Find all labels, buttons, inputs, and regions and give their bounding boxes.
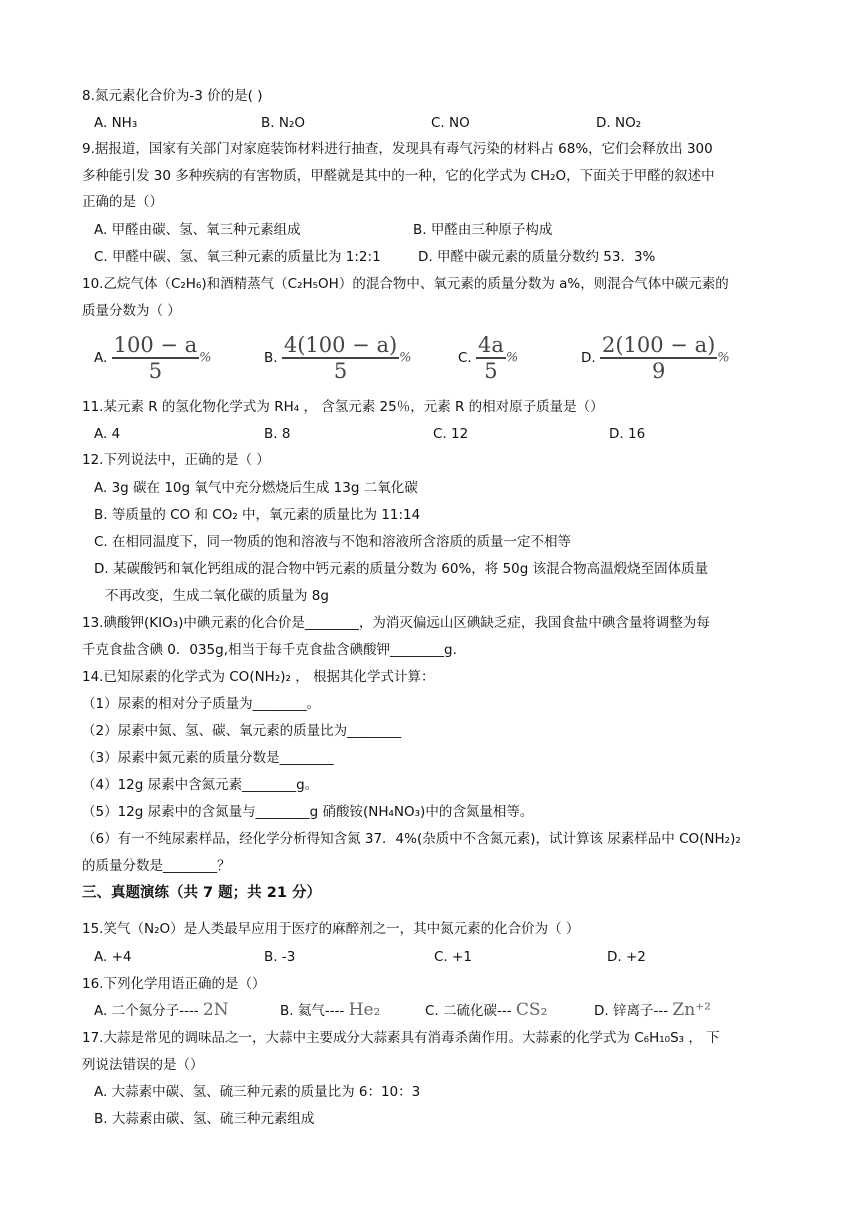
question-15-stem: 15.笑气（N₂O）是人类最早应用于医疗的麻醉剂之一，其中氮元素的化合价为（ ） xyxy=(82,921,580,937)
question-15-option-d: D. +2 xyxy=(607,949,646,965)
question-9-option-a: A. 甲醛由碳、氢、氧三种元素组成 xyxy=(94,222,301,238)
fraction-denominator: 9 xyxy=(651,359,666,383)
question-8-option-b: B. N₂O xyxy=(261,115,305,131)
fraction xyxy=(476,333,506,383)
question-10-stem-line1: 10.乙烷气体（C₂H₆)和酒精蒸气（C₂H₅OH）的混合物中、氧元素的质量分数为 a%，则混合气体中碳元素的 xyxy=(82,276,729,292)
question-11-option-a: A. 4 xyxy=(94,426,121,442)
question-14-part-6-line2: 的质量分数是________？ xyxy=(82,858,231,874)
option-text: B. 氦气---- xyxy=(280,1003,345,1019)
formula-image: Zn⁺² xyxy=(672,1000,711,1020)
question-14-part-6-line1: （6）有一不纯尿素样品，经化学分析得知含氮 37．4%(杂质中不含氮元素)，试计算该 尿素样品中 CO(NH₂)₂ xyxy=(82,831,741,847)
formula-image: 2N xyxy=(202,1000,229,1020)
question-10-option-a xyxy=(94,333,212,383)
option-label: D. xyxy=(581,350,596,366)
question-17-line1: 17.大蒜是常见的调味品之一，大蒜中主要成分大蒜素具有消毒杀菌作用。大蒜素的化学式为 C₆H₁₀S₃ ， 下 xyxy=(82,1030,720,1046)
formula-image: He₂ xyxy=(348,1000,381,1020)
question-9-option-c: C. 甲醛中碳、氢、氧三种元素的质量比为 1:2:1 xyxy=(94,249,381,265)
question-9-option-b: B. 甲醛由三种原子构成 xyxy=(413,222,553,238)
option-label: C. xyxy=(458,350,472,366)
question-14-part-4: （4）12g 尿素中含氮元素________g。 xyxy=(82,777,319,793)
option-text: C. 二硫化碳--- xyxy=(425,1003,512,1019)
question-12-option-b: B. 等质量的 CO 和 CO₂ 中，氧元素的质量比为 11:14 xyxy=(94,507,421,523)
question-13-line2: 千克食盐含碘 0．035g,相当于每千克食盐含碘酸钾________g. xyxy=(82,642,457,658)
question-16-option-c xyxy=(425,1001,547,1020)
question-8-option-c: C. NO xyxy=(431,115,470,131)
question-12-option-c: C. 在相同温度下，同一物质的饱和溶液与不饱和溶液所含溶质的质量一定不相等 xyxy=(94,534,572,550)
option-label: B. xyxy=(264,350,278,366)
question-8-stem: 8.氮元素化合价为-3 价的是( ) xyxy=(82,88,263,104)
question-16-stem: 16.下列化学用语正确的是（） xyxy=(82,976,266,992)
question-15-option-c: C. +1 xyxy=(434,949,472,965)
fraction xyxy=(282,333,399,383)
question-12-option-d-line2: 不再改变，生成二氧化碳的质量为 8g xyxy=(105,588,329,604)
question-17-option-a: A. 大蒜素中碳、氢、硫三种元素的质量比为 6：10：3 xyxy=(94,1084,421,1100)
question-9-stem-line2: 多种能引发 30 多种疾病的有害物质，甲醛就是其中的一种，它的化学式为 CH₂O，下面关于甲醛的叙述中 xyxy=(82,168,715,184)
fraction-numerator: 100 − a xyxy=(113,333,198,357)
option-text: A. 二个氮分子---- xyxy=(94,1003,199,1019)
option-label: A. xyxy=(94,350,108,366)
question-13-line1: 13.碘酸钾(KIO₃)中碘元素的化合价是________，为消灭偏远山区碘缺乏症，我国食盐中碘含量将调整为每 xyxy=(82,615,710,631)
question-10-stem-line2: 质量分数为（ ） xyxy=(82,303,181,319)
question-12-stem: 12.下列说法中，正确的是（ ） xyxy=(82,452,270,468)
percent-sign: % xyxy=(199,350,212,366)
fraction-denominator: 5 xyxy=(484,359,498,383)
question-11-option-d: D. 16 xyxy=(609,426,646,442)
question-11-option-b: B. 8 xyxy=(264,426,291,442)
question-12-option-a: A. 3g 碳在 10g 氧气中充分燃烧后生成 13g 二氧化碳 xyxy=(94,480,418,496)
fraction xyxy=(600,333,717,383)
percent-sign: % xyxy=(717,350,730,366)
question-8-option-a: A. NH₃ xyxy=(94,115,138,131)
fraction-numerator: 4a xyxy=(478,333,504,357)
question-14-part-1: （1）尿素的相对分子质量为________。 xyxy=(82,696,321,712)
question-11-stem: 11.某元素 R 的氢化物化学式为 RH₄ ， 含氢元素 25％，元素 R 的相对原子质量是（） xyxy=(82,399,604,415)
section-heading: 三、真题演练（共 7 题；共 21 分） xyxy=(82,885,321,901)
question-15-option-a: A. +4 xyxy=(94,949,132,965)
question-17-line2: 列说法错误的是（） xyxy=(82,1057,204,1073)
question-10-option-b xyxy=(264,333,412,383)
fraction-denominator: 5 xyxy=(333,359,348,383)
question-15-option-b: B. -3 xyxy=(264,949,296,965)
question-12-option-d-line1: D. 某碳酸钙和氧化钙组成的混合物中钙元素的质量分数为 60%，将 50g 该混合物高温煅烧至固体质量 xyxy=(94,561,709,577)
question-14-part-3: （3）尿素中氮元素的质量分数是________ xyxy=(82,750,334,766)
formula-image: CS₂ xyxy=(515,1000,548,1020)
fraction-numerator: 4(100 − a) xyxy=(283,333,398,357)
percent-sign: % xyxy=(505,350,519,366)
fraction xyxy=(112,333,200,383)
question-10-option-c xyxy=(458,333,518,383)
fraction-numerator: 2(100 − a) xyxy=(601,333,716,357)
question-10-option-d xyxy=(581,333,730,383)
question-16-option-b xyxy=(280,1001,380,1020)
percent-sign: % xyxy=(399,350,412,366)
question-11-option-c: C. 12 xyxy=(433,426,469,442)
option-text: D. 锌离子--- xyxy=(594,1003,669,1019)
question-9-option-d: D. 甲醛中碳元素的质量分数约 53．3% xyxy=(418,249,656,265)
question-9-stem-line1: 9.据报道，国家有关部门对家庭装饰材料进行抽查，发现具有毒气污染的材料占 68%，它们会释放出 300 xyxy=(82,141,713,157)
question-9-stem-line3: 正确的是（） xyxy=(82,194,163,210)
question-14-stem: 14.已知尿素的化学式为 CO(NH₂)₂ ， 根据其化学式计算： xyxy=(82,669,435,685)
question-14-part-2: （2）尿素中氮、氢、碳、氧元素的质量比为________ xyxy=(82,723,402,739)
question-16-option-d xyxy=(594,1001,711,1020)
question-16-option-a xyxy=(94,1001,229,1020)
fraction-denominator: 5 xyxy=(148,359,163,383)
question-8-option-d: D. NO₂ xyxy=(596,115,642,131)
question-14-part-5: （5）12g 尿素中的含氮量与________g 硝酸铵(NH₄NO₃)中的含氮量相等。 xyxy=(82,804,534,820)
question-17-option-b: B. 大蒜素由碳、氢、硫三种元素组成 xyxy=(94,1111,315,1127)
